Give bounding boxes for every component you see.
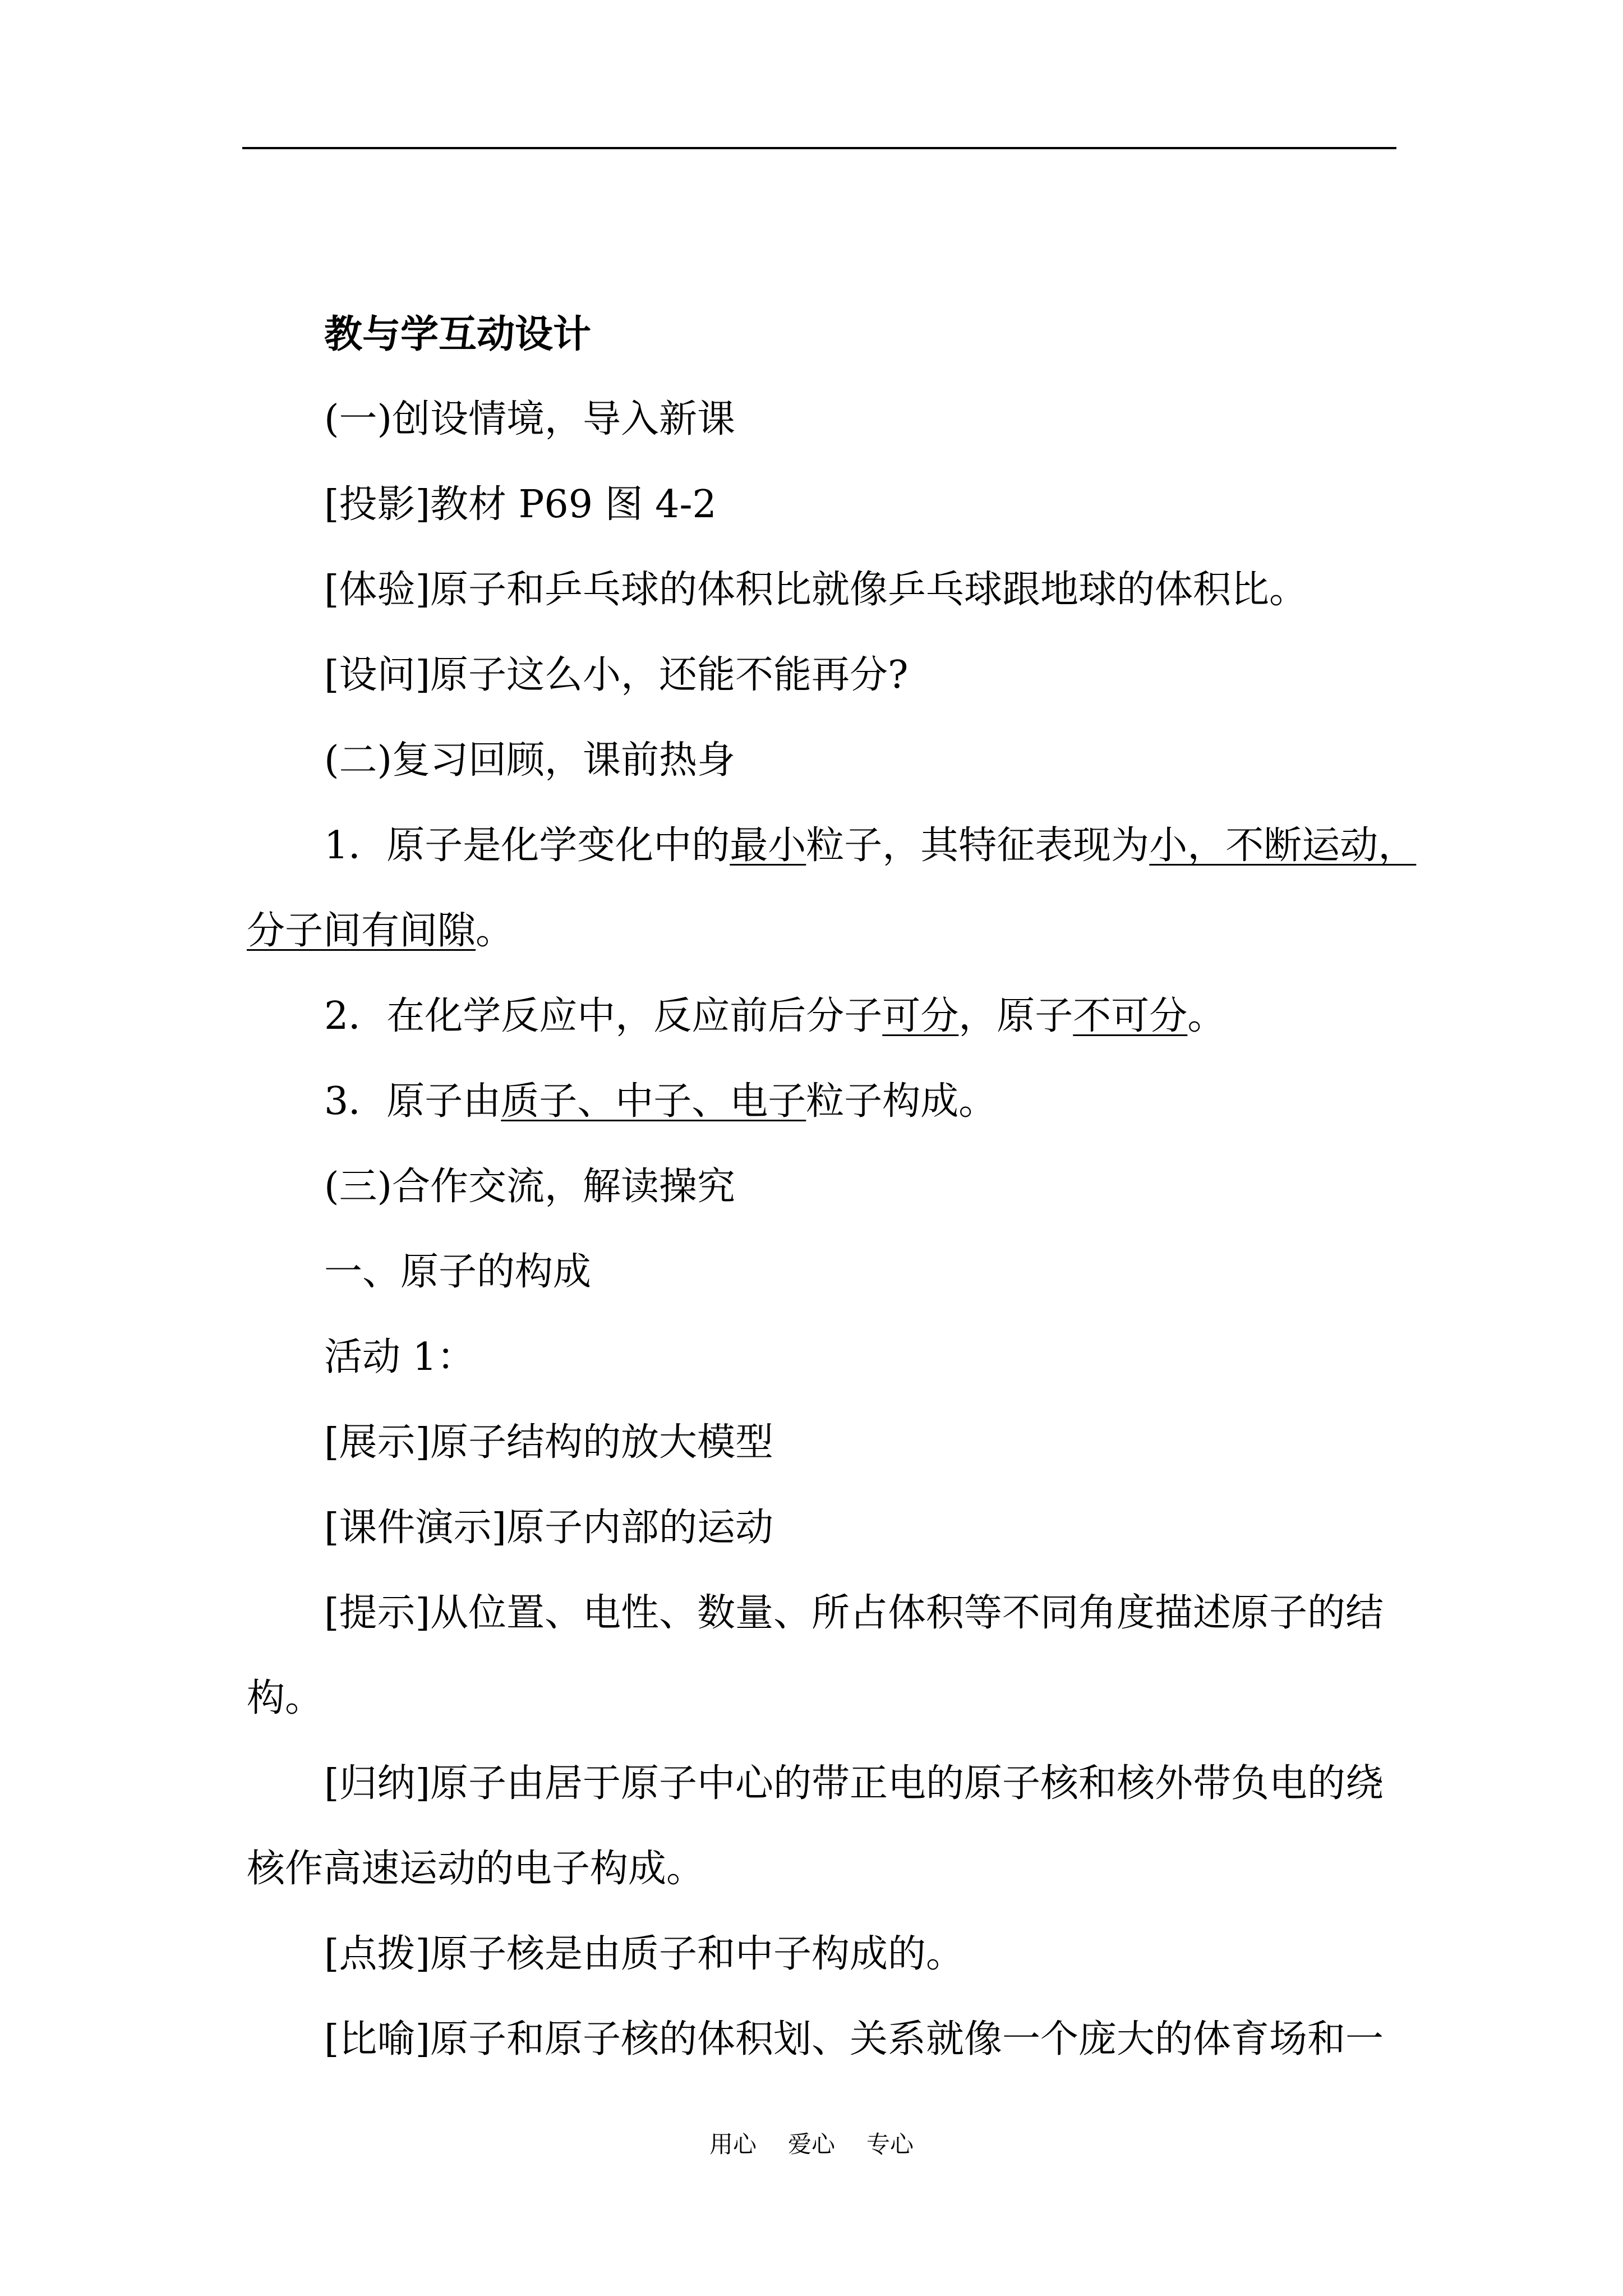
paragraph-summary: [归纳]原子由居于原子中心的带正电的原子核和核外带负电的绕 [324,1761,1384,1806]
paragraph-hint: [提示]从位置、电性、数量、所占体积等不同角度描述原子的结 [324,1591,1384,1635]
review-item-3: 3．原子由质子、中子、电子粒子构成。 [324,1079,997,1124]
answer-blank: 分子间有间隙 [247,909,476,953]
heading-2: (二)复习回顾，课前热身 [324,738,736,783]
answer-blank: 可分 [882,994,959,1038]
paragraph-hint-cont: 构。 [247,1676,324,1720]
paragraph-tip: [点拨]原子核是由质子和中子构成的。 [324,1932,965,1976]
section-title: 教与学互动设计 [324,312,592,357]
paragraph-projection: [投影]教材 P69 图 4-2 [324,482,717,527]
paragraph-display: [展示]原子结构的放大模型 [324,1420,774,1465]
paragraph-metaphor: [比喻]原子和原子核的体积划、关系就像一个庞大的体育场和一 [324,2017,1384,2062]
answer-blank: 不可分 [1073,994,1188,1038]
answer-blank: 最小 [730,823,806,868]
activity-label: 活动 1： [324,1335,475,1379]
answer-blank: 质子、中子、电子 [501,1079,806,1124]
heading-3: (三)合作交流，解读操究 [324,1165,736,1209]
paragraph-experience: [体验]原子和乒乓球的体积比就像乒乓球跟地球的体积比。 [324,568,1308,612]
paragraph-question: [设问]原子这么小，还能不能再分? [324,653,909,697]
footer-text: 用心 [709,2131,757,2158]
footer-text: 爱心 [787,2131,835,2158]
review-item-1-cont: 分子间有间隙。 [247,909,514,953]
subheading-atom-structure: 一、原子的构成 [324,1250,592,1294]
paragraph-summary-cont: 核作高速运动的电子构成。 [247,1847,705,1891]
header-rule [242,147,1396,149]
answer-blank: 小，不断运动， [1149,823,1417,868]
document-body [247,292,1424,2082]
heading-1: (一)创设情境，导入新课 [324,397,736,441]
review-item-1: 1．原子是化学变化中的最小粒子，其特征表现为小，不断运动， [324,823,1417,868]
review-item-2: 2．在化学反应中，反应前后分子可分，原子不可分。 [324,994,1226,1038]
page-footer [0,2126,1623,2160]
paragraph-demo: [课件演示]原子内部的运动 [324,1506,774,1550]
footer-text: 专心 [866,2131,914,2158]
